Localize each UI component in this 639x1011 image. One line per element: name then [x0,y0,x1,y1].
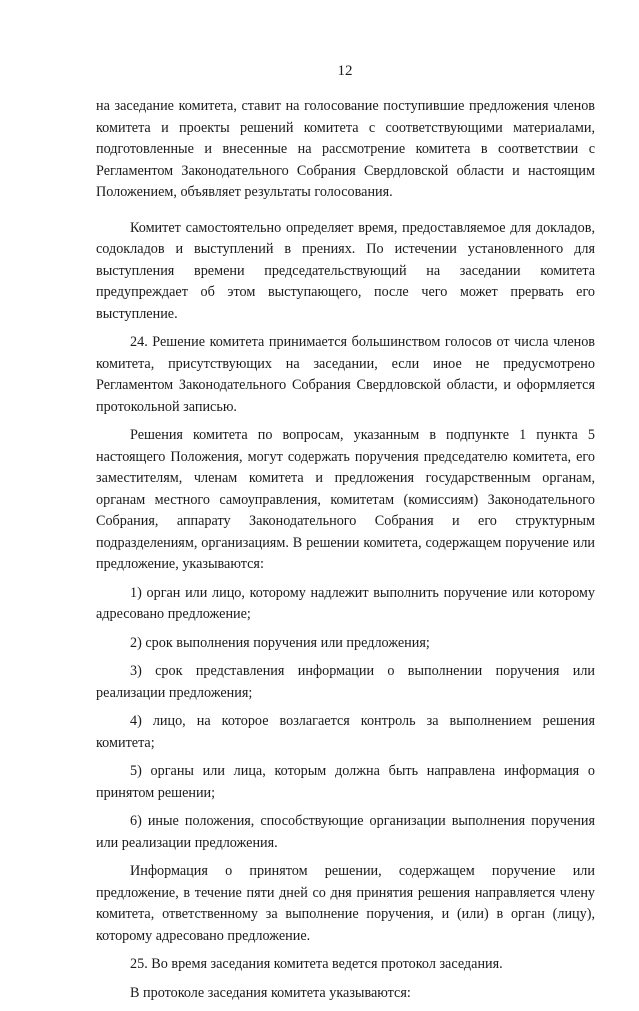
list-item-2: 2) срок выполнения поручения или предложения; [130,634,430,651]
list-item-5: 5) органы или лица, которым должна быть направлена информация о принятом решении; [96,763,595,801]
paragraph-protocol-contents: В протоколе заседания комитета указываются: [130,984,411,1001]
paragraph-decisions: Решения комитета по вопросам, указанным в подпункте 1 пункта 5 настоящего Положения, могут содержать поручения председателю комитета, его заместителям, членам комитета и предложения государственным органам, органам местного самоуправления, комитетам (комиссиям) Законодательного Собрания, аппарату Законодательного Собрания и его структурным подразделениям, организациям. В решении комитета, содержащем поручение или предложение, указываются: [96,427,595,572]
list-item-4: 4) лицо, на которое возлагается контроль за выполнением решения комитета; [96,713,595,751]
list-item-1: 1) орган или лицо, которому надлежит выполнить поручение или которому адресовано предложение; [96,584,595,622]
list-item-6: 6) иные положения, способствующие организации выполнения поручения или реализации предложения. [96,813,595,851]
paragraph-speech-time: Комитет самостоятельно определяет время, предоставляемое для докладов, содокладов и выступлений в прениях. По истечении установленного для выступления времени председательствующий на заседании комитета предупреждает об этом выступающего, после чего может прервать его выступление. [96,219,595,322]
paragraph-item-25: 25. Во время заседания комитета ведется протокол заседания. [130,956,503,972]
paragraph-decision-info: Информация о принятом решении, содержащем поручение или предложение, в течение пяти дней со дня принятия решения направляется члену комитета, ответственному за выполнение поручения, и (или) в орган (лицу), которому адресовано предложение. [96,863,595,944]
page-number: 12 [337,63,353,79]
paragraph-item-24: 24. Решение комитета принимается большинством голосов от числа членов комитета, присутствующих на заседании, если иное не предусмотрено Регламентом Законодательного Собрания Свердловской области, и оформляется протокольной записью. [96,334,595,415]
document-body [96,96,595,1011]
paragraph-continuation: на заседание комитета, ставит на голосование поступившие предложения членов комитета и проекты решений комитета с соответствующими материалами, подготовленные и внесенные на рассмотрение комитета в соответствии с Регламентом Законодательного Собрания Свердловской области и настоящим Положением, объявляет результаты голосования. [96,98,595,200]
list-item-3: 3) срок представления информации о выполнении поручения или реализации предложения; [96,663,595,701]
